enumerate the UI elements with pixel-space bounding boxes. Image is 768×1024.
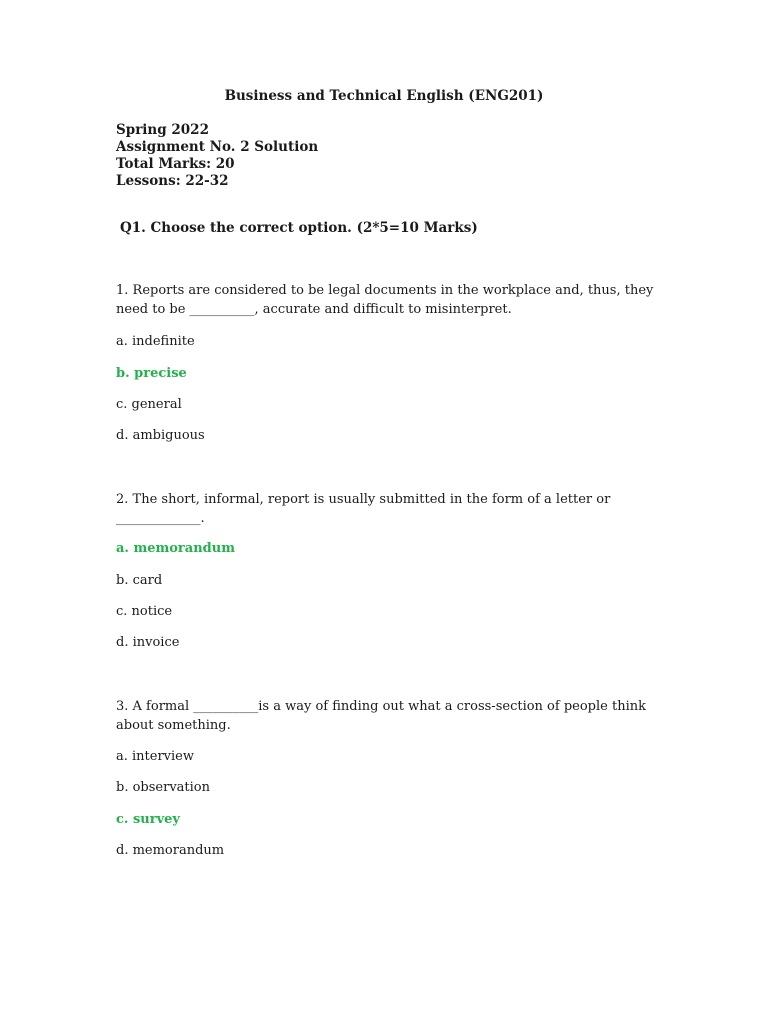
assignment-label: Assignment No. 2 Solution <box>116 139 319 155</box>
option-d: d. invoice <box>116 635 180 650</box>
option-d: d. memorandum <box>116 843 225 858</box>
option-c-correct: c. survey <box>116 812 180 827</box>
option-a: a. interview <box>116 749 194 764</box>
option-c: c. general <box>116 397 182 412</box>
option-a: a. indefinite <box>116 334 195 349</box>
question-text: 3. A formal __________is a way of finding out what a cross-section of people think about something. <box>116 699 646 733</box>
section-heading: Q1. Choose the correct option. (2*5=10 Marks) <box>120 220 478 236</box>
option-a-correct: a. memorandum <box>116 541 235 556</box>
question-text: 2. The short, informal, report is usually submitted in the form of a letter or _____________. <box>116 492 611 526</box>
question-text: 1. Reports are considered to be legal documents in the workplace and, thus, they need to be __________, accurate and difficult to misinterpret. <box>116 283 654 317</box>
option-c: c. notice <box>116 604 173 619</box>
semester-label: Spring 2022 <box>116 122 209 138</box>
total-marks-label: Total Marks: 20 <box>116 156 235 172</box>
option-b: b. observation <box>116 780 210 795</box>
document-title: Business and Technical English (ENG201) <box>224 88 544 104</box>
option-b-correct: b. precise <box>116 366 187 381</box>
option-d: d. ambiguous <box>116 428 205 443</box>
assignment-meta <box>116 122 318 190</box>
lessons-label: Lessons: 22-32 <box>116 173 229 189</box>
option-b: b. card <box>116 573 163 588</box>
